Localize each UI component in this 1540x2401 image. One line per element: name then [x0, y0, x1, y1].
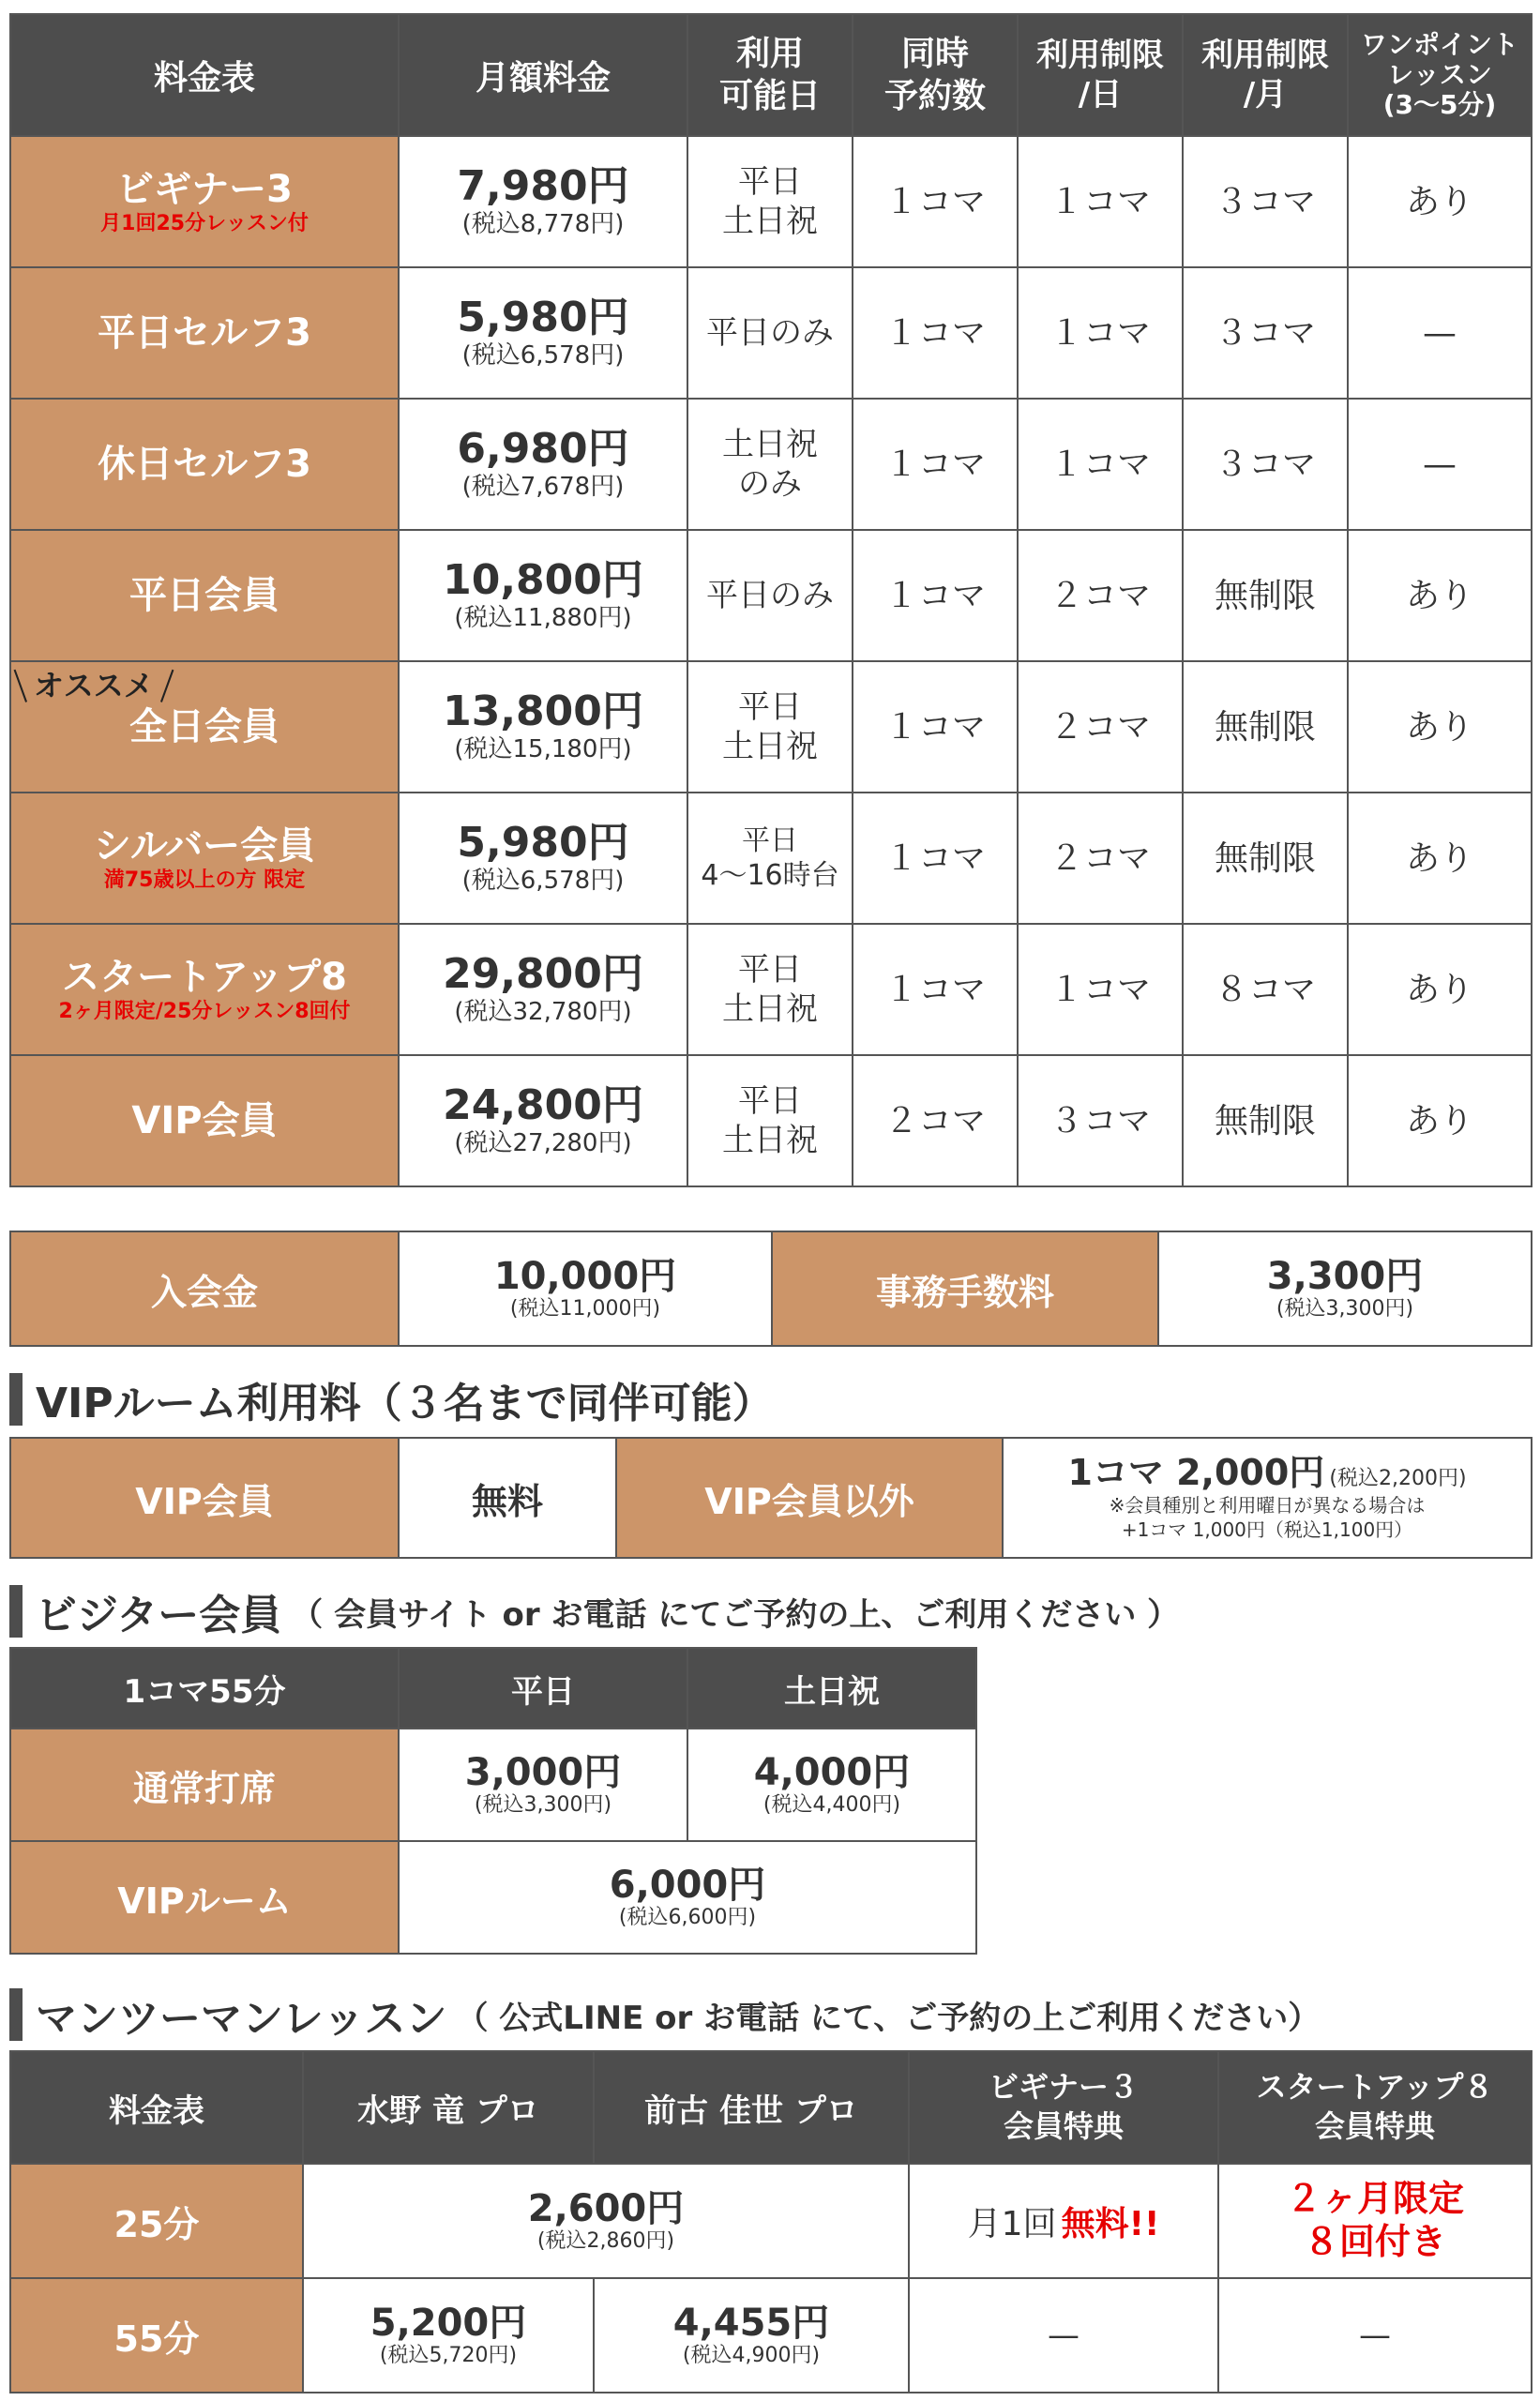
lesson-55-startup: — — [1218, 2278, 1532, 2393]
plan-concurrent-text: １コマ — [883, 182, 986, 221]
vip-nonmember-price: 1コマ 2,000円 — [1067, 1452, 1325, 1494]
plan-lesson-text: あり — [1405, 182, 1473, 221]
plan-limit-day-text: １コマ — [1049, 313, 1151, 353]
plan-concurrent — [853, 1055, 1018, 1186]
plan-price: 5,980円 — [457, 294, 629, 342]
plan-days — [687, 530, 853, 661]
tax: (税込3,300円) — [474, 1792, 612, 1817]
plan-row — [10, 661, 1532, 793]
recommend-label: ＼オススメ／ — [1, 667, 187, 707]
plan-concurrent-text: １コマ — [883, 970, 986, 1009]
header-concurrent: 同時 予約数 — [853, 14, 1018, 136]
plan-limit-day — [1018, 267, 1183, 399]
plan-lesson — [1348, 793, 1532, 924]
plan-limit-month-text: 無制限 — [1214, 707, 1316, 747]
plan-limit-day — [1018, 793, 1183, 924]
header-available-days: 利用 可能日 — [687, 14, 853, 136]
plan-limit-month — [1183, 1055, 1348, 1186]
lesson-25-label: 25分 — [10, 2164, 303, 2278]
plan-days-text: 平日 土日祝 — [722, 1081, 818, 1159]
vip-note-1: ※会員種別と利用曜日が異なる場合は — [1109, 1493, 1426, 1517]
plan-price-cell — [399, 924, 687, 1055]
plan-note: 満75歳以上の方 限定 — [103, 868, 306, 892]
visitor-heading — [9, 1583, 1179, 1639]
plan-price: 6,980円 — [457, 425, 629, 474]
plan-lesson-text: — — [1423, 445, 1457, 484]
header-limit-month: 利用制限 /月 — [1183, 14, 1348, 136]
plan-tax: (税込32,780円) — [454, 997, 632, 1026]
visitor-note: （ 会員サイト or お電話 にてご予約の上、ご利用ください ） — [291, 1595, 1180, 1634]
plan-row — [10, 1055, 1532, 1186]
tax: (税込5,720円) — [379, 2343, 518, 2367]
plan-note: 2ヶ月限定/25分レッスン8回付 — [58, 999, 351, 1023]
admin-fee-price: 3,300円 — [1266, 1254, 1424, 1298]
plan-row — [10, 924, 1532, 1055]
plan-days-text: 平日 土日祝 — [722, 950, 818, 1028]
lesson-25-beginner — [909, 2164, 1218, 2278]
plan-lesson-text: — — [1423, 313, 1457, 353]
plan-row — [10, 793, 1532, 924]
plan-lesson — [1348, 399, 1532, 530]
plan-tax: (税込8,778円) — [461, 209, 625, 238]
plan-concurrent — [853, 793, 1018, 924]
vip-room-heading — [9, 1371, 774, 1427]
plan-limit-month — [1183, 793, 1348, 924]
plan-lesson — [1348, 924, 1532, 1055]
plan-concurrent-text: １コマ — [883, 445, 986, 484]
plan-lesson-text: あり — [1405, 970, 1473, 1009]
plan-limit-day — [1018, 661, 1183, 793]
plan-name: スタートアップ8 — [62, 955, 347, 999]
visitor-regular-weekday — [399, 1729, 687, 1841]
visitor-vip-value — [399, 1841, 976, 1954]
plan-row — [10, 267, 1532, 399]
entry-fee-tax: (税込11,000円) — [509, 1296, 661, 1321]
plan-concurrent-text: １コマ — [883, 576, 986, 615]
vip-member-value: 無料 — [399, 1438, 616, 1558]
price: 3,000円 — [464, 1750, 622, 1794]
plan-name: シルバー会員 — [93, 823, 316, 868]
plan-tax: (税込15,180円) — [454, 734, 632, 763]
plan-limit-day-text: １コマ — [1049, 182, 1151, 221]
plan-name-cell — [10, 267, 399, 399]
vip-nonmember-label: VIP会員以外 — [616, 1438, 1003, 1558]
plan-name-cell — [10, 793, 399, 924]
plan-lesson — [1348, 1055, 1532, 1186]
plan-name-cell — [10, 136, 399, 267]
price: 2,600円 — [527, 2186, 685, 2230]
plan-tax: (税込27,280円) — [454, 1128, 632, 1157]
plan-concurrent — [853, 530, 1018, 661]
vip-room-title: VIPルーム利用料（３名まで同伴可能） — [36, 1380, 774, 1427]
price: 4,000円 — [753, 1750, 911, 1794]
visitor-regular-label: 通常打席 — [10, 1729, 399, 1841]
plan-note: 月1回25分レッスン付 — [100, 211, 309, 235]
lesson-title: マンツーマンレッスン — [36, 1995, 447, 2043]
visitor-header-unit: 1コマ55分 — [10, 1648, 399, 1729]
plan-name-cell — [10, 1055, 399, 1186]
plan-limit-day-text: １コマ — [1049, 970, 1151, 1009]
plan-limit-month — [1183, 530, 1348, 661]
plan-limit-month-text: 無制限 — [1214, 1101, 1316, 1140]
vip-room-table — [9, 1437, 1532, 1559]
beginner-monthly: 月1回 — [967, 2204, 1057, 2243]
plan-tax: (税込11,880円) — [454, 603, 632, 632]
lesson-heading — [9, 1986, 1320, 2043]
header-one-point-lesson: ワンポイント レッスン (3〜5分) — [1348, 14, 1532, 136]
plan-limit-month — [1183, 661, 1348, 793]
plan-lesson — [1348, 267, 1532, 399]
plan-days-text: 土日祝 のみ — [722, 425, 818, 503]
price: 6,000円 — [609, 1863, 766, 1907]
plan-limit-day-text: ２コマ — [1049, 707, 1151, 747]
lesson-55-beginner: — — [909, 2278, 1218, 2393]
lesson-header-mizuno: 水野 竜 プロ — [303, 2051, 594, 2164]
vip-nonmember-tax: (税込2,200円) — [1329, 1467, 1467, 1491]
plan-lesson-text: あり — [1405, 838, 1473, 878]
lesson-header-maeko: 前古 佳世 プロ — [594, 2051, 909, 2164]
plan-tax: (税込6,578円) — [461, 866, 625, 895]
plan-name-cell — [10, 530, 399, 661]
plan-name-cell — [10, 399, 399, 530]
lesson-55-label: 55分 — [10, 2278, 303, 2393]
plan-concurrent — [853, 399, 1018, 530]
plan-row — [10, 530, 1532, 661]
plan-limit-month-text: ８コマ — [1214, 970, 1316, 1009]
plan-name: 休日セルフ3 — [98, 443, 311, 486]
plan-days — [687, 399, 853, 530]
visitor-header-holiday: 土日祝 — [687, 1648, 976, 1729]
plan-days — [687, 661, 853, 793]
plan-lesson — [1348, 530, 1532, 661]
plan-price-cell — [399, 661, 687, 793]
plan-price-cell — [399, 267, 687, 399]
plan-concurrent-text: １コマ — [883, 838, 986, 878]
plan-price-cell — [399, 399, 687, 530]
lesson-25-price-cell — [303, 2164, 909, 2278]
plan-days-text: 平日のみ — [706, 313, 834, 352]
vip-member-label: VIP会員 — [10, 1438, 399, 1558]
plan-lesson-text: あり — [1405, 1101, 1473, 1140]
plan-limit-month — [1183, 136, 1348, 267]
plan-days — [687, 267, 853, 399]
tax: (税込4,400円) — [762, 1792, 901, 1817]
plan-name: 平日会員 — [129, 574, 279, 617]
header-limit-day: 利用制限 /日 — [1018, 14, 1183, 136]
section-bar — [9, 1585, 23, 1638]
admin-fee-value — [1158, 1231, 1532, 1346]
visitor-regular-holiday — [687, 1729, 976, 1841]
plan-name-cell — [10, 924, 399, 1055]
admin-fee-label: 事務手数料 — [772, 1231, 1158, 1346]
plan-limit-day — [1018, 924, 1183, 1055]
startup-benefit: ２ヶ月限定 ８回付き — [1285, 2178, 1464, 2262]
fees-table — [9, 1231, 1532, 1347]
plan-limit-day — [1018, 1055, 1183, 1186]
plan-limit-month — [1183, 399, 1348, 530]
plan-concurrent-text: ２コマ — [883, 1101, 986, 1140]
plan-tax: (税込6,578円) — [461, 340, 625, 370]
plan-limit-month-text: ３コマ — [1214, 445, 1316, 484]
plan-limit-month-text: 無制限 — [1214, 576, 1316, 615]
plan-price-cell — [399, 136, 687, 267]
vip-nonmember-value — [1003, 1438, 1532, 1558]
plan-days-text: 平日 4〜16時台 — [701, 823, 839, 892]
plan-concurrent-text: １コマ — [883, 313, 986, 353]
plan-price-cell — [399, 793, 687, 924]
tax: (税込2,860円) — [536, 2228, 675, 2253]
plan-table — [1, 13, 1532, 1187]
lesson-header-beginner: ビギナー３ 会員特典 — [909, 2051, 1218, 2164]
plan-limit-day-text: １コマ — [1049, 445, 1151, 484]
plan-lesson-text: あり — [1405, 576, 1473, 615]
plan-name: VIP会員 — [131, 1099, 278, 1142]
plan-price: 13,800円 — [443, 687, 643, 736]
plan-limit-day-text: ２コマ — [1049, 838, 1151, 878]
plan-limit-month-text: 無制限 — [1214, 838, 1316, 878]
admin-fee-tax: (税込3,300円) — [1276, 1296, 1414, 1321]
section-bar — [9, 1373, 23, 1426]
plan-limit-day — [1018, 136, 1183, 267]
plan-lesson — [1348, 661, 1532, 793]
vip-note-2: +1コマ 1,000円（税込1,100円） — [1121, 1518, 1413, 1541]
plan-concurrent — [853, 924, 1018, 1055]
plan-row — [10, 136, 1532, 267]
entry-fee-price: 10,000円 — [493, 1254, 677, 1298]
visitor-header-weekday: 平日 — [399, 1648, 687, 1729]
plan-price-cell — [399, 530, 687, 661]
plan-name: ビギナー3 — [116, 167, 293, 211]
lesson-25-startup — [1218, 2164, 1532, 2278]
plan-lesson-text: あり — [1405, 707, 1473, 747]
plan-lesson — [1348, 136, 1532, 267]
plan-concurrent — [853, 136, 1018, 267]
plan-days — [687, 793, 853, 924]
plan-row — [10, 399, 1532, 530]
plan-price: 29,800円 — [443, 950, 643, 999]
price: 5,200円 — [370, 2301, 527, 2345]
plan-limit-day — [1018, 399, 1183, 530]
plan-limit-month-text: ３コマ — [1214, 313, 1316, 353]
plan-limit-month-text: ３コマ — [1214, 182, 1316, 221]
plan-name: 平日セルフ3 — [98, 311, 311, 355]
plan-name: 全日会員 — [129, 705, 279, 748]
plan-limit-day-text: ３コマ — [1049, 1101, 1151, 1140]
entry-fee-label: 入会金 — [10, 1231, 399, 1346]
plan-limit-month — [1183, 924, 1348, 1055]
plan-limit-month — [1183, 267, 1348, 399]
plan-days-text: 平日のみ — [706, 576, 834, 614]
plan-days-text: 平日 土日祝 — [722, 687, 818, 765]
lesson-note: （ 公式LINE or お電話 にて、ご予約の上ご利用ください） — [456, 1999, 1321, 2037]
header-monthly-fee: 月額料金 — [399, 14, 687, 136]
plan-price: 24,800円 — [443, 1081, 643, 1130]
plan-days-text: 平日 土日祝 — [722, 162, 818, 240]
visitor-table — [9, 1647, 977, 1955]
entry-fee-value — [399, 1231, 772, 1346]
beginner-free: 無料!! — [1061, 2204, 1160, 2243]
plan-price: 7,980円 — [457, 162, 629, 211]
lesson-55-mizuno — [303, 2278, 594, 2393]
lesson-55-maeko — [594, 2278, 909, 2393]
lesson-header-startup: スタートアップ８ 会員特典 — [1218, 2051, 1532, 2164]
plan-concurrent — [853, 661, 1018, 793]
lesson-header-plan: 料金表 — [10, 2051, 303, 2164]
section-bar — [9, 1988, 23, 2041]
tax: (税込6,600円) — [618, 1905, 757, 1929]
visitor-title: ビジター会員 — [36, 1592, 282, 1639]
plan-limit-day — [1018, 530, 1183, 661]
lesson-table — [9, 2050, 1532, 2393]
plan-price: 10,800円 — [443, 556, 643, 605]
plan-price: 5,980円 — [457, 819, 629, 868]
plan-limit-day-text: ２コマ — [1049, 576, 1151, 615]
plan-days — [687, 136, 853, 267]
plan-concurrent-text: １コマ — [883, 707, 986, 747]
plan-concurrent — [853, 267, 1018, 399]
visitor-vip-label: VIPルーム — [10, 1841, 399, 1954]
plan-days — [687, 924, 853, 1055]
tax: (税込4,900円) — [682, 2343, 821, 2367]
plan-days — [687, 1055, 853, 1186]
plan-price-cell — [399, 1055, 687, 1186]
header-plan: 料金表 — [10, 14, 399, 136]
price: 4,455円 — [672, 2301, 830, 2345]
plan-tax: (税込7,678円) — [461, 472, 625, 501]
